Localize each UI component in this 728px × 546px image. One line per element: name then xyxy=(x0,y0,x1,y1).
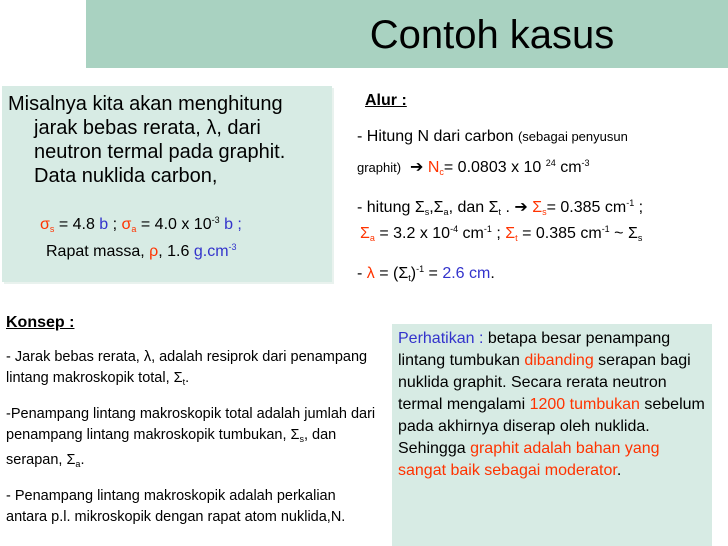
sigma-t-value: = 0.385 cm xyxy=(517,225,602,242)
density-unit-exp: -3 xyxy=(228,242,237,252)
sigma-a-macro-value: = 3.2 x 10 xyxy=(374,225,451,242)
alur-title: Alur : xyxy=(365,92,407,109)
step2-text-c: , dan Σ xyxy=(448,199,499,216)
alur-step-1-result xyxy=(357,152,590,183)
alur-step-3 xyxy=(357,258,495,289)
n-unit: cm xyxy=(555,159,582,176)
konsep-point-1 xyxy=(6,347,378,393)
slide-title: Contoh kasus xyxy=(369,13,615,57)
sigma-a-macro-symbol: Σ xyxy=(360,225,370,242)
sigma-a-macro-exp: -4 xyxy=(450,224,459,234)
n-symbol: N xyxy=(427,159,440,176)
intro-text: Misalnya kita akan menghitung jarak bebas rerata, λ, dari neutron termal pada graphit. Data nuklida carbon, xyxy=(8,93,286,187)
arrow-icon: ➔ xyxy=(409,159,424,176)
note-label: Perhatikan : xyxy=(398,330,488,347)
n-sub: c xyxy=(439,167,444,177)
alur-step-2-result xyxy=(360,218,642,249)
note-highlight-2: 1200 tumbukan xyxy=(529,396,640,413)
konsep-p2-sub2: a xyxy=(75,459,81,469)
sigma-s-macro-sub: s xyxy=(542,207,547,217)
sigma-s-macro-exp: -1 xyxy=(626,198,635,208)
konsep-p1-sub: t xyxy=(182,377,186,387)
lambda-close: ) xyxy=(410,265,417,282)
sigma-s-symbol: σ xyxy=(40,216,50,233)
note-text-1: betapa besar penampang lintang tumbukan xyxy=(398,330,671,369)
n-exp: 24 xyxy=(545,158,556,168)
note-highlight-3: graphit adalah bahan yang sangat baik sebagai moderator xyxy=(398,440,660,479)
separator: ; xyxy=(108,216,122,233)
note-text xyxy=(398,328,710,482)
konsep-p2-text: -Penampang lintang makroskopik total adalah jumlah dari penampang lintang makroskopik tumbukan, Σ xyxy=(6,406,376,443)
step1-text: - Hitung N dari carbon xyxy=(357,128,518,145)
step2-text-a: - hitung Σ xyxy=(357,199,425,216)
lambda-end: . xyxy=(490,265,495,282)
step2-text-d: . xyxy=(501,199,515,216)
alur-step-1 xyxy=(357,126,628,148)
density-unit: g.cm xyxy=(193,243,229,260)
step1-note: (sebagai penyusun xyxy=(517,129,628,144)
density-value: , 1.6 xyxy=(158,243,194,260)
sigma-a-exp: -3 xyxy=(211,215,220,225)
n-unit-exp: -3 xyxy=(581,158,590,168)
sigma-a-macro-unit: cm xyxy=(458,225,484,242)
title-bar xyxy=(86,0,728,68)
sigma-s-value: = 4.8 xyxy=(54,216,100,233)
konsep-p2-sub1: s xyxy=(299,434,304,444)
unit-barn: b xyxy=(99,216,109,233)
example-text xyxy=(8,92,326,188)
sigma-a-value: = 4.0 x 10 xyxy=(136,216,212,233)
konsep-p1-text: - Jarak bebas rerata, λ, adalah resiprok dari penampang lintang makroskopik total, Σ xyxy=(6,349,368,386)
konsep-point-3: - Penampang lintang makroskopik adalah perkalian antara p.l. mikroskopik dengan rapat atom nuklida,N. xyxy=(6,488,346,525)
sigma-t-sub: t xyxy=(515,233,518,243)
lambda-sub: t xyxy=(408,273,411,283)
konsep-p2-end: . xyxy=(80,452,85,468)
konsep-p2-mid: , dan serapan, Σ xyxy=(6,427,337,468)
arrow-icon: ➔ xyxy=(514,199,528,216)
step2-sub-t: t xyxy=(498,207,501,217)
lambda-exp: -1 xyxy=(416,264,425,274)
note-text-2: serapan bagi nuklida graphit. Secara rerata neutron termal mengalami xyxy=(398,352,691,413)
sigma-s-macro-end: ; xyxy=(634,199,644,216)
rho-symbol: ρ xyxy=(149,243,159,260)
konsep-p1-end: . xyxy=(185,370,190,386)
sigma-t-approx-sub: s xyxy=(637,233,643,243)
sigma-t-approx: ~ Σ xyxy=(609,225,638,242)
sigma-a-macro-sub: a xyxy=(369,233,375,243)
cross-section-data xyxy=(40,210,242,239)
step2-sub-s: s xyxy=(424,207,430,217)
sigma-t-symbol: Σ xyxy=(505,225,516,242)
sigma-s-macro-symbol: Σ xyxy=(532,199,543,216)
step3-dash: - xyxy=(357,265,367,282)
lambda-eq2: = xyxy=(424,265,443,282)
konsep-point-2 xyxy=(6,404,378,475)
sigma-s-macro-value: = 0.385 cm xyxy=(546,199,627,216)
lambda-value: 2.6 cm xyxy=(442,265,491,282)
note-text-4: . xyxy=(616,462,622,479)
konsep-title: Konsep : xyxy=(6,314,75,331)
unit-barn-2: b ; xyxy=(219,216,242,233)
density-label: Rapat massa, xyxy=(46,243,150,260)
separator: ; xyxy=(491,225,506,242)
step2-sub-a: a xyxy=(443,207,449,217)
step2-text-b: ,Σ xyxy=(429,199,444,216)
step1-note-end: graphit) xyxy=(357,160,402,175)
sigma-t-exp: -1 xyxy=(601,224,610,234)
n-value: = 0.0803 x 10 xyxy=(443,159,546,176)
note-highlight-1: dibanding xyxy=(524,352,594,369)
note-text-3: sebelum pada akhirnya diserap oleh nuklida. Sehingga xyxy=(398,396,705,457)
sigma-a-macro-unit-exp: -1 xyxy=(483,224,492,234)
density-line xyxy=(46,237,237,262)
sigma-a-sub: a xyxy=(131,224,137,234)
lambda-symbol: λ xyxy=(366,265,375,282)
sigma-s-sub: s xyxy=(49,224,55,234)
lambda-eq: = (Σ xyxy=(374,265,409,282)
sigma-a-symbol: σ xyxy=(121,216,132,233)
